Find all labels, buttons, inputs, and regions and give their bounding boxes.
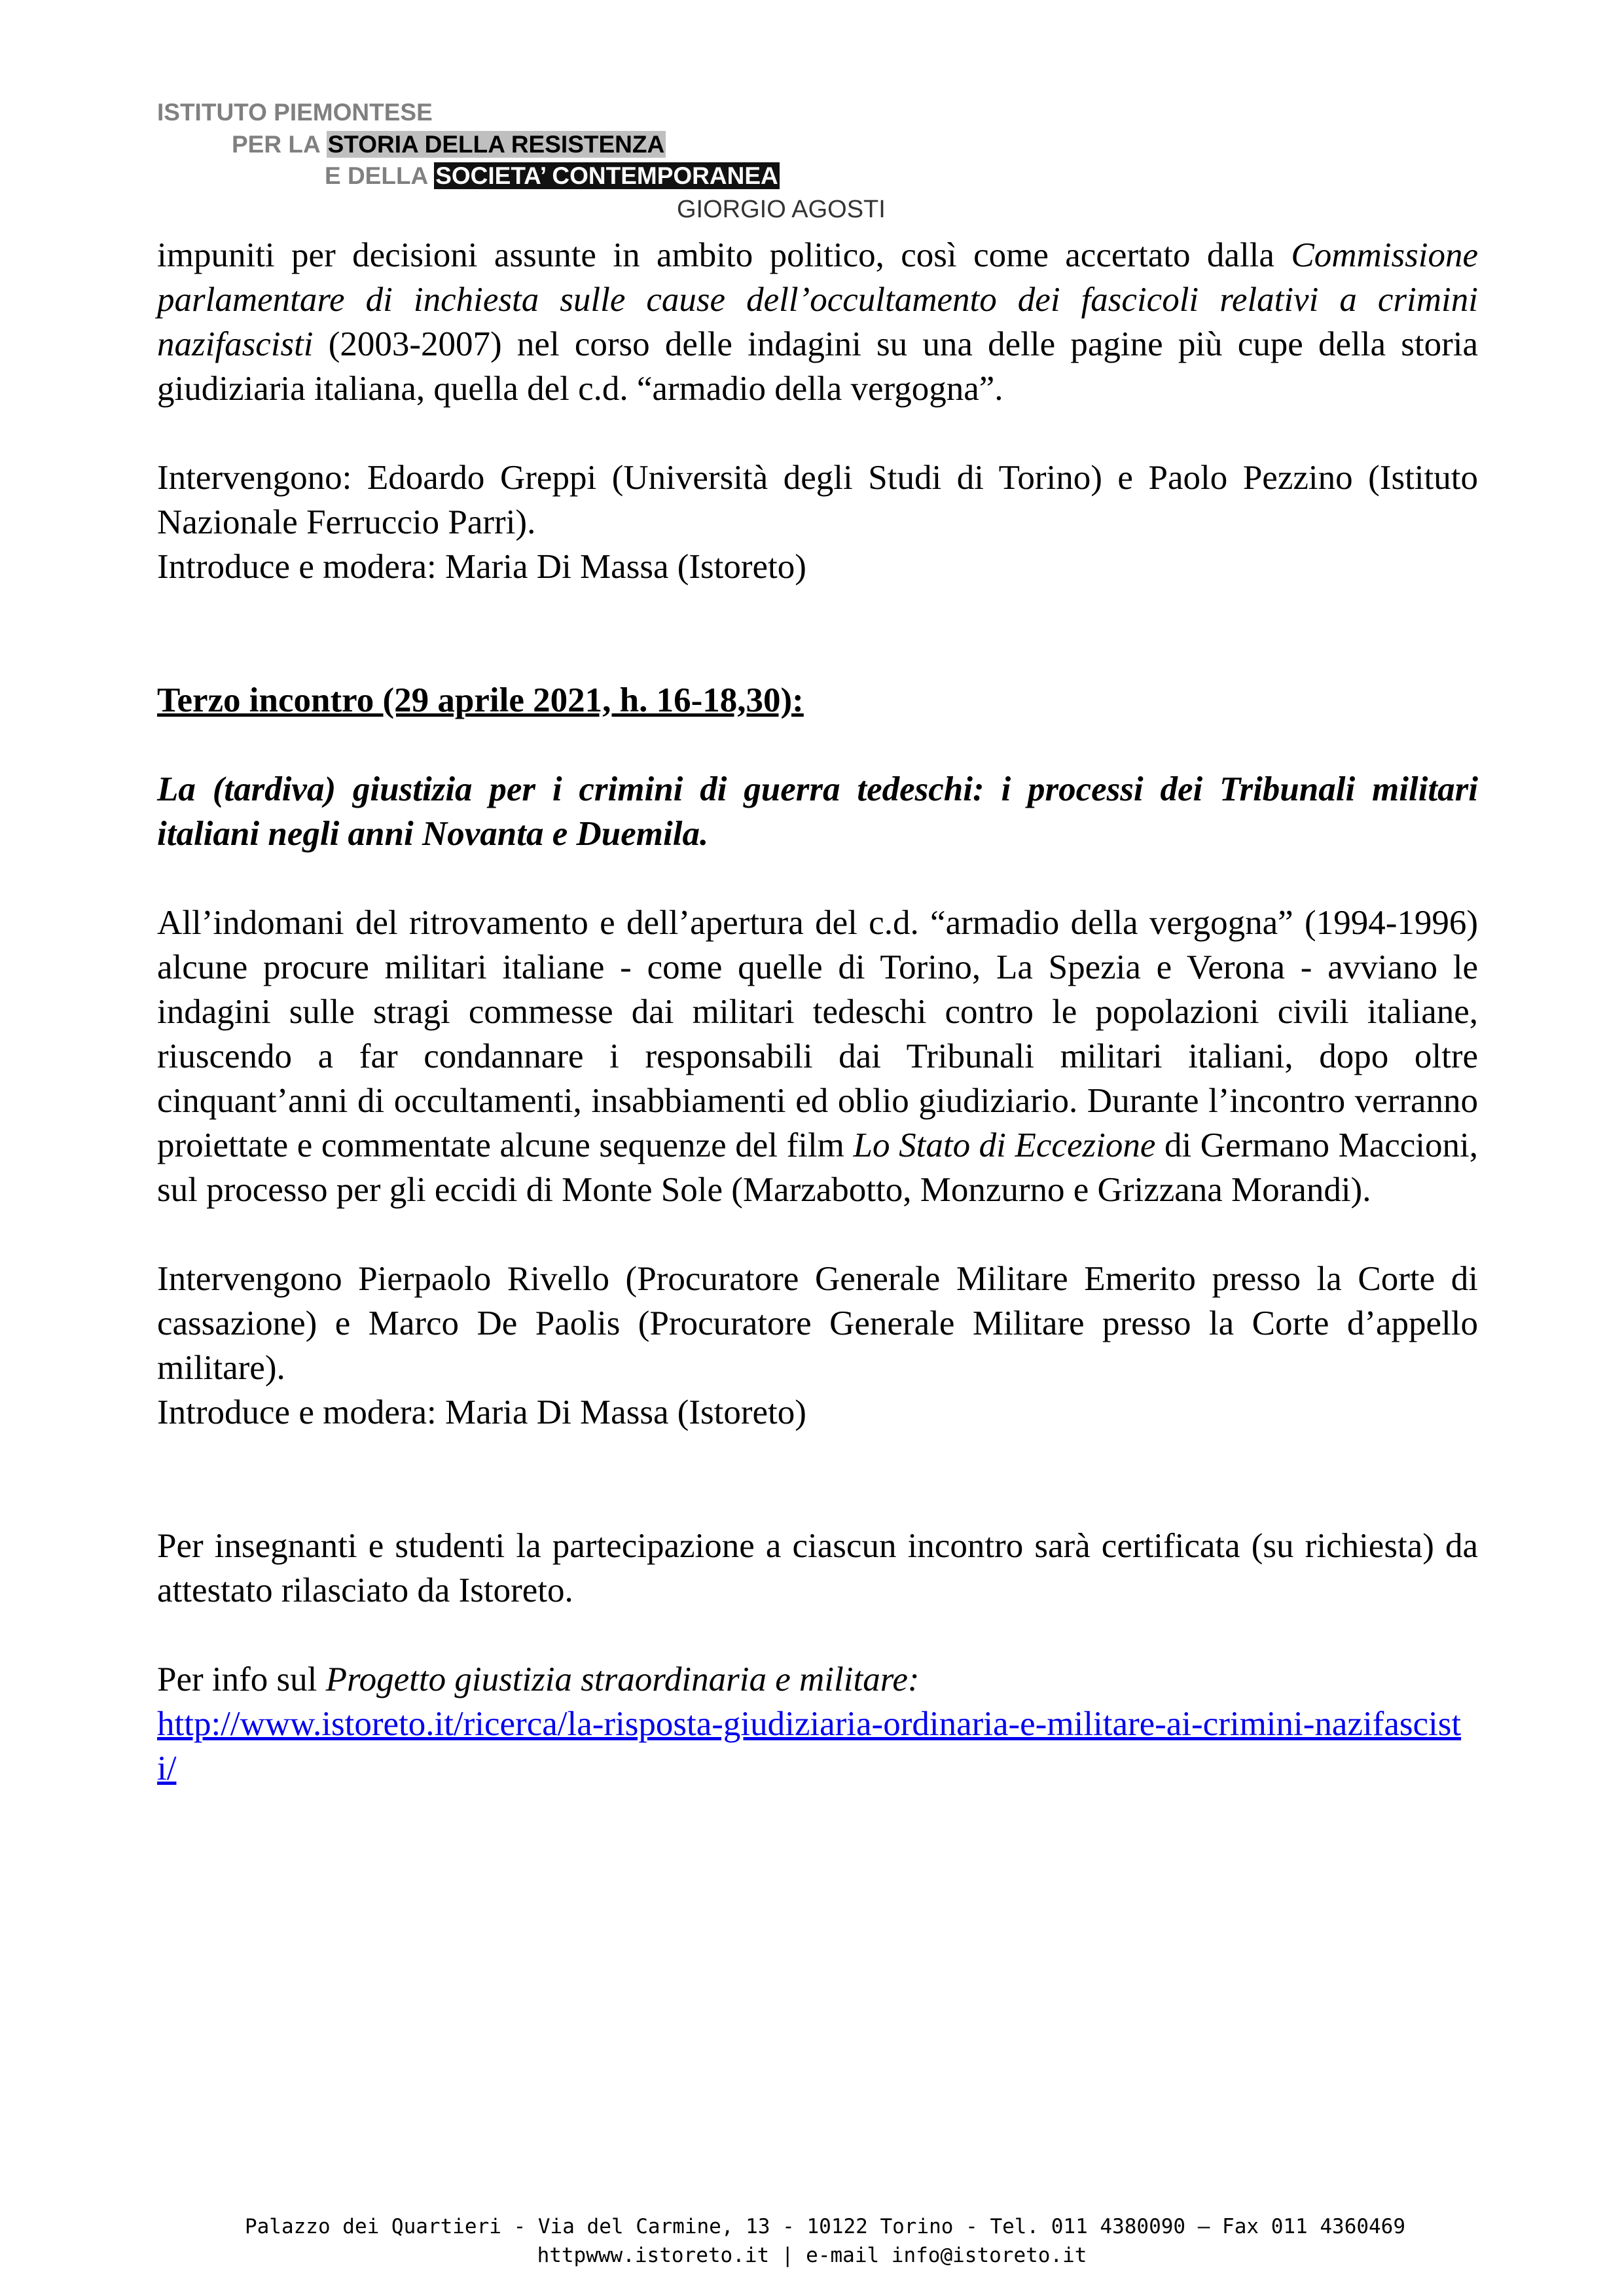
- letterhead-line2-highlight: STORIA DELLA RESISTENZA: [327, 131, 665, 158]
- meeting-3-description-a: All’indomani del ritrovamento e dell’apertura del c.d. “armadio della vergogna” (1994-1996) alcune procure militari italiane - come quelle di Torino, La Spezia e Verona - avviano le indagini sulle stragi commesse dai militari tedeschi contro le popolazioni civili italiane, riuscendo a far condannare i responsabili dai Tribunali militari italiani, dopo oltre cinquant’anni di occultamenti, insabbiamenti ed oblio giudiziario. Durante l’incontro verranno proiettate e commentate alcune sequenze del film: [157, 904, 1478, 1164]
- meeting-3-heading: Terzo incontro (29 aprile 2021, h. 16-18,30):: [157, 681, 804, 719]
- footer-address: Palazzo dei Quartieri - Via del Carmine, 13 - 10122 Torino - Tel. 011 4380090 – Fax 011 4360469: [244, 2215, 1406, 2238]
- speakers-paragraph-2: [157, 456, 1478, 545]
- intro-text-a: impuniti per decisioni assunte in ambito politico, così come accertato dalla: [157, 236, 1291, 274]
- letterhead-line-2: [232, 130, 666, 159]
- footer-contacts: httpwww.istoreto.it | e-mail info@istoreto.it: [537, 2244, 1087, 2267]
- intro-paragraph: [157, 233, 1478, 411]
- meeting-3-speakers: [157, 1257, 1478, 1390]
- spacer: [157, 856, 1478, 901]
- document-body: [157, 233, 1478, 1791]
- meeting-3-description: [157, 901, 1478, 1212]
- letterhead-institute: ISTITUTO PIEMONTESE: [157, 99, 433, 126]
- letterhead-line-1: [157, 98, 433, 127]
- meeting-3-moderator-text: Introduce e modera: Maria Di Massa (Istoreto): [157, 1393, 806, 1431]
- certification-paragraph: [157, 1524, 1478, 1613]
- meeting-3-title: La (tardiva) giustizia per i crimini di guerra tedeschi: i processi dei Tribunali militari italiani negli anni Novanta e Duemila.: [157, 770, 1478, 853]
- intro-text-b: (2003-2007) nel corso delle indagini su una delle pagine più cupe della storia giudiziaria italiana, quella del c.d. “armadio della vergogna”.: [157, 325, 1478, 408]
- info-project-name: Progetto giustizia straordinaria e militare:: [325, 1660, 920, 1698]
- letterhead-line2-prefix: PER LA: [232, 131, 327, 158]
- info-project-link[interactable]: http://www.istoreto.it/ricerca/la-risposta-giudiziaria-ordinaria-e-militare-ai-crimini-nazifascisti/: [157, 1705, 1462, 1787]
- letterhead-line3-prefix: E DELLA: [325, 162, 435, 189]
- spacer: [157, 589, 1478, 678]
- letterhead-line-4: [677, 195, 886, 224]
- meeting-3-speakers-text: Intervengono Pierpaolo Rivello (Procuratore Generale Militare Emerito presso la Corte di cassazione) e Marco De Paolis (Procuratore Generale Militare presso la Corte d’appello militare).: [157, 1260, 1478, 1387]
- info-prefix: Per info sul: [157, 1660, 326, 1698]
- meeting-3-description-b: di Germano Maccioni, sul processo per gli eccidi di Monte Sole (Marzabotto, Monzurno e Grizzana Morandi).: [157, 1126, 1478, 1209]
- spacer: [157, 1435, 1478, 1524]
- moderator-paragraph-2: [157, 545, 1478, 589]
- intro-commission-title: Commissione parlamentare di inchiesta sulle cause dell’occultamento dei fascicoli relativi a crimini nazifascisti: [157, 236, 1478, 363]
- meeting-3-moderator: [157, 1390, 1478, 1435]
- spacer: [157, 1212, 1478, 1257]
- spacer: [157, 1613, 1478, 1657]
- letterhead-line3-highlight: SOCIETA’ CONTEMPORANEA: [435, 162, 778, 189]
- meeting-3-film-title: Lo Stato di Eccezione: [853, 1126, 1156, 1164]
- certification-text: Per insegnanti e studenti la partecipazione a ciascun incontro sarà certificata (su richiesta) da attestato rilasciato da Istoreto.: [157, 1527, 1478, 1609]
- letterhead-line-3: [325, 162, 780, 190]
- letterhead-dedication: GIORGIO AGOSTI: [677, 196, 886, 223]
- spacer: [157, 411, 1478, 456]
- speakers-2-text: Intervengono: Edoardo Greppi (Università degli Studi di Torino) e Paolo Pezzino (Istituto Nazionale Ferruccio Parri).: [157, 459, 1478, 541]
- spacer: [157, 723, 1478, 767]
- letterhead: [0, 0, 1624, 236]
- moderator-2-text: Introduce e modera: Maria Di Massa (Istoreto): [157, 548, 806, 586]
- info-paragraph: [157, 1657, 1478, 1791]
- page-footer: [0, 2212, 1624, 2270]
